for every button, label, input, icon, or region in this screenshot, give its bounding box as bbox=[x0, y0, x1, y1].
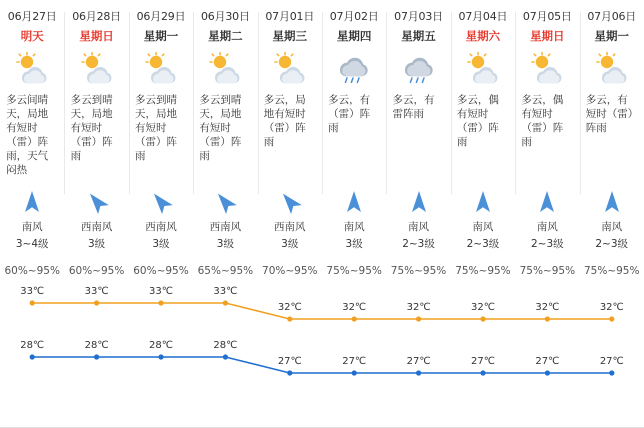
sun-cloud-icon bbox=[525, 52, 569, 86]
temperature-point bbox=[416, 370, 421, 375]
temperature-point bbox=[158, 300, 163, 305]
sun-cloud-icon bbox=[197, 49, 253, 89]
wind-cell bbox=[580, 187, 644, 251]
forecast-day-column[interactable] bbox=[0, 8, 64, 177]
forecast-weekday: 星期日 bbox=[530, 29, 565, 43]
wind-level-label: 3级 bbox=[152, 238, 170, 250]
humidity-label: 75%~95% bbox=[326, 265, 382, 277]
forecast-day-column[interactable] bbox=[515, 8, 579, 177]
temperature-point bbox=[223, 300, 228, 305]
sun-cloud-icon bbox=[584, 49, 640, 89]
forecast-date: 07月06日 bbox=[587, 10, 637, 23]
temperature-value-label: 33℃ bbox=[20, 286, 45, 297]
sun-cloud-icon bbox=[4, 49, 60, 89]
forecast-weekday: 星期一 bbox=[594, 29, 629, 43]
wind-cell bbox=[193, 187, 257, 251]
forecast-description: 多云间晴天，局地有短时（雷）阵雨，天气闷热 bbox=[6, 94, 49, 176]
temperature-value-label: 27℃ bbox=[342, 356, 367, 367]
temperature-value-label: 27℃ bbox=[471, 356, 495, 367]
wind-row bbox=[0, 187, 644, 251]
wind-cell bbox=[64, 187, 128, 251]
wind-level-label: 2~3级 bbox=[595, 238, 629, 250]
wind-direction-arrow-icon bbox=[602, 189, 622, 215]
forecast-weekday: 星期二 bbox=[208, 29, 243, 43]
wind-direction-arrow-icon bbox=[409, 187, 429, 217]
temperature-point bbox=[287, 316, 292, 321]
sun-cloud-icon bbox=[139, 52, 183, 86]
forecast-day-column[interactable] bbox=[64, 8, 128, 177]
wind-cell bbox=[515, 187, 579, 251]
forecast-date: 07月02日 bbox=[329, 10, 379, 23]
forecast-description: 多云到晴天，局地有短时（雷）阵雨 bbox=[134, 94, 177, 162]
forecast-description: 多云，局地有短时（雷）阵雨 bbox=[263, 94, 306, 148]
forecast-description: 多云，有短时（雷）阵雨 bbox=[585, 94, 633, 134]
wind-direction-label: 西南风 bbox=[209, 221, 242, 233]
sun-cloud-icon bbox=[203, 52, 247, 86]
temperature-point bbox=[609, 316, 614, 321]
humidity-label: 75%~95% bbox=[519, 265, 576, 277]
wind-direction-arrow-icon bbox=[274, 186, 306, 219]
temperature-point bbox=[480, 316, 485, 321]
temperature-value-label: 33℃ bbox=[213, 286, 238, 297]
cloud-rain-icon bbox=[332, 52, 376, 86]
forecast-weekday: 星期五 bbox=[401, 29, 436, 43]
wind-cell bbox=[0, 187, 64, 251]
sun-cloud-icon bbox=[461, 52, 505, 86]
temperature-point bbox=[352, 370, 357, 375]
temperature-value-label: 28℃ bbox=[84, 340, 109, 351]
wind-direction-arrow-icon bbox=[87, 187, 107, 217]
wind-direction-arrow-icon bbox=[537, 187, 557, 217]
temperature-value-label: 33℃ bbox=[149, 286, 173, 297]
temperature-value-label: 27℃ bbox=[599, 356, 624, 367]
temperature-line bbox=[32, 357, 612, 373]
temperature-point bbox=[545, 370, 550, 375]
temperature-point bbox=[94, 354, 99, 359]
temperature-value-label: 27℃ bbox=[535, 356, 560, 367]
forecast-date: 07月05日 bbox=[522, 10, 572, 23]
wind-direction-label: 南风 bbox=[343, 221, 365, 233]
forecast-columns bbox=[0, 0, 644, 177]
temperature-point bbox=[416, 316, 421, 321]
temperature-value-label: 32℃ bbox=[599, 302, 624, 313]
wind-direction-arrow-icon bbox=[409, 189, 429, 215]
temperature-value-label: 32℃ bbox=[406, 302, 431, 313]
humidity-label: 75%~95% bbox=[390, 265, 447, 277]
temperature-chart bbox=[0, 279, 644, 389]
humidity-label: 75%~95% bbox=[455, 265, 511, 277]
temperature-line bbox=[32, 303, 612, 319]
forecast-date: 07月01日 bbox=[265, 10, 315, 23]
forecast-weekday: 星期三 bbox=[272, 29, 307, 43]
wind-direction-arrow-icon bbox=[473, 189, 493, 215]
forecast-date: 06月29日 bbox=[136, 10, 186, 23]
wind-direction-arrow-icon bbox=[22, 187, 42, 217]
forecast-weekday: 星期四 bbox=[336, 29, 372, 43]
wind-level-label: 2~3级 bbox=[530, 238, 564, 250]
wind-level-label: 3级 bbox=[87, 238, 106, 250]
wind-cell bbox=[386, 187, 450, 251]
temperature-point bbox=[94, 300, 99, 305]
wind-level-label: 3级 bbox=[281, 238, 299, 250]
cloud-rain-icon bbox=[397, 52, 441, 86]
temperature-value-label: 28℃ bbox=[213, 340, 238, 351]
temperature-point bbox=[158, 354, 163, 359]
sun-cloud-icon bbox=[590, 52, 634, 86]
forecast-date: 06月27日 bbox=[7, 10, 57, 23]
wind-direction-arrow-icon bbox=[344, 189, 364, 215]
forecast-day-column[interactable] bbox=[129, 8, 193, 177]
wind-cell bbox=[258, 187, 322, 251]
temperature-value-label: 28℃ bbox=[149, 340, 173, 351]
wind-direction-arrow-icon bbox=[209, 186, 241, 219]
forecast-weekday: 明天 bbox=[20, 29, 44, 43]
sun-cloud-icon bbox=[10, 52, 54, 86]
temperature-point bbox=[480, 370, 485, 375]
sun-cloud-icon bbox=[519, 49, 575, 89]
forecast-day-column[interactable] bbox=[386, 8, 450, 177]
forecast-description: 多云，偶有短时（雷）阵雨 bbox=[456, 94, 499, 148]
wind-direction-label: 南风 bbox=[536, 221, 558, 233]
wind-direction-arrow-icon bbox=[537, 189, 557, 215]
temperature-value-label: 28℃ bbox=[20, 340, 45, 351]
sun-cloud-icon bbox=[268, 52, 312, 86]
wind-direction-label: 南风 bbox=[601, 221, 623, 233]
forecast-date: 06月28日 bbox=[72, 10, 121, 23]
wind-direction-arrow-icon bbox=[473, 187, 493, 217]
forecast-description: 多云到晴天，局地有短时（雷）阵雨 bbox=[199, 94, 242, 162]
humidity-row bbox=[0, 265, 644, 277]
sun-cloud-icon bbox=[69, 49, 125, 89]
wind-direction-arrow-icon bbox=[280, 187, 300, 217]
wind-direction-label: 西南风 bbox=[274, 221, 306, 233]
forecast-description: 多云，有（雷）阵雨 bbox=[328, 94, 371, 134]
temperature-point bbox=[545, 316, 550, 321]
wind-level-label: 2~3级 bbox=[402, 238, 435, 250]
temperature-point bbox=[287, 370, 292, 375]
forecast-weekday: 星期一 bbox=[143, 29, 179, 43]
humidity-label: 65%~95% bbox=[197, 265, 254, 277]
temperature-point bbox=[609, 370, 614, 375]
temperature-value-label: 33℃ bbox=[84, 286, 109, 297]
temperature-value-label: 32℃ bbox=[471, 302, 495, 313]
wind-direction-arrow-icon bbox=[81, 186, 113, 219]
forecast-weekday: 星期六 bbox=[465, 29, 501, 43]
temperature-point bbox=[30, 300, 35, 305]
temperature-point bbox=[352, 316, 357, 321]
cloud-rain-icon bbox=[326, 49, 382, 89]
forecast-day-column[interactable] bbox=[258, 8, 322, 177]
forecast-day-column[interactable] bbox=[580, 8, 644, 177]
temperature-value-label: 32℃ bbox=[277, 302, 302, 313]
forecast-date: 07月03日 bbox=[394, 10, 443, 23]
wind-cell bbox=[451, 187, 515, 251]
cloud-rain-icon bbox=[391, 49, 447, 89]
wind-direction-arrow-icon bbox=[151, 187, 171, 217]
forecast-description: 多云到晴天，局地有短时（雷）阵雨 bbox=[70, 94, 113, 162]
temperature-value-label: 27℃ bbox=[406, 356, 431, 367]
humidity-label: 75%~95% bbox=[583, 265, 640, 277]
wind-direction-arrow-icon bbox=[344, 187, 364, 217]
humidity-label: 60%~95% bbox=[4, 265, 60, 277]
forecast-date: 06月30日 bbox=[200, 10, 250, 23]
wind-direction-label: 西南风 bbox=[145, 221, 177, 233]
temperature-point bbox=[30, 354, 35, 359]
wind-direction-label: 南风 bbox=[408, 221, 430, 233]
sun-cloud-icon bbox=[75, 52, 119, 86]
sun-cloud-icon bbox=[455, 49, 511, 89]
wind-level-label: 3级 bbox=[345, 238, 363, 250]
forecast-date: 07月04日 bbox=[458, 10, 508, 23]
temperature-value-label: 32℃ bbox=[535, 302, 560, 313]
wind-direction-arrow-icon bbox=[215, 187, 235, 217]
wind-level-label: 3~4级 bbox=[15, 238, 49, 250]
forecast-weekday: 星期日 bbox=[79, 29, 114, 43]
wind-direction-arrow-icon bbox=[602, 187, 622, 217]
wind-direction-arrow-icon bbox=[22, 189, 42, 215]
wind-direction-arrow-icon bbox=[145, 186, 177, 219]
forecast-day-column[interactable] bbox=[193, 8, 257, 177]
wind-level-label: 2~3级 bbox=[466, 238, 500, 250]
humidity-label: 60%~95% bbox=[133, 265, 189, 277]
humidity-label: 60%~95% bbox=[68, 265, 125, 277]
forecast-day-column[interactable] bbox=[322, 8, 386, 177]
sun-cloud-icon bbox=[262, 49, 318, 89]
wind-direction-label: 南风 bbox=[472, 221, 494, 233]
humidity-label: 70%~95% bbox=[262, 265, 318, 277]
forecast-description: 多云，偶有短时（雷）阵雨 bbox=[521, 94, 564, 148]
wind-cell bbox=[129, 187, 193, 251]
wind-cell bbox=[322, 187, 386, 251]
wind-direction-label: 南风 bbox=[21, 221, 43, 233]
wind-level-label: 3级 bbox=[216, 238, 234, 250]
wind-direction-label: 西南风 bbox=[80, 221, 113, 233]
sun-cloud-icon bbox=[133, 49, 189, 89]
forecast-description: 多云，有雷阵雨 bbox=[392, 94, 435, 120]
forecast-day-column[interactable] bbox=[451, 8, 515, 177]
temperature-value-label: 27℃ bbox=[277, 356, 302, 367]
temperature-point bbox=[223, 354, 228, 359]
temperature-value-label: 32℃ bbox=[342, 302, 367, 313]
